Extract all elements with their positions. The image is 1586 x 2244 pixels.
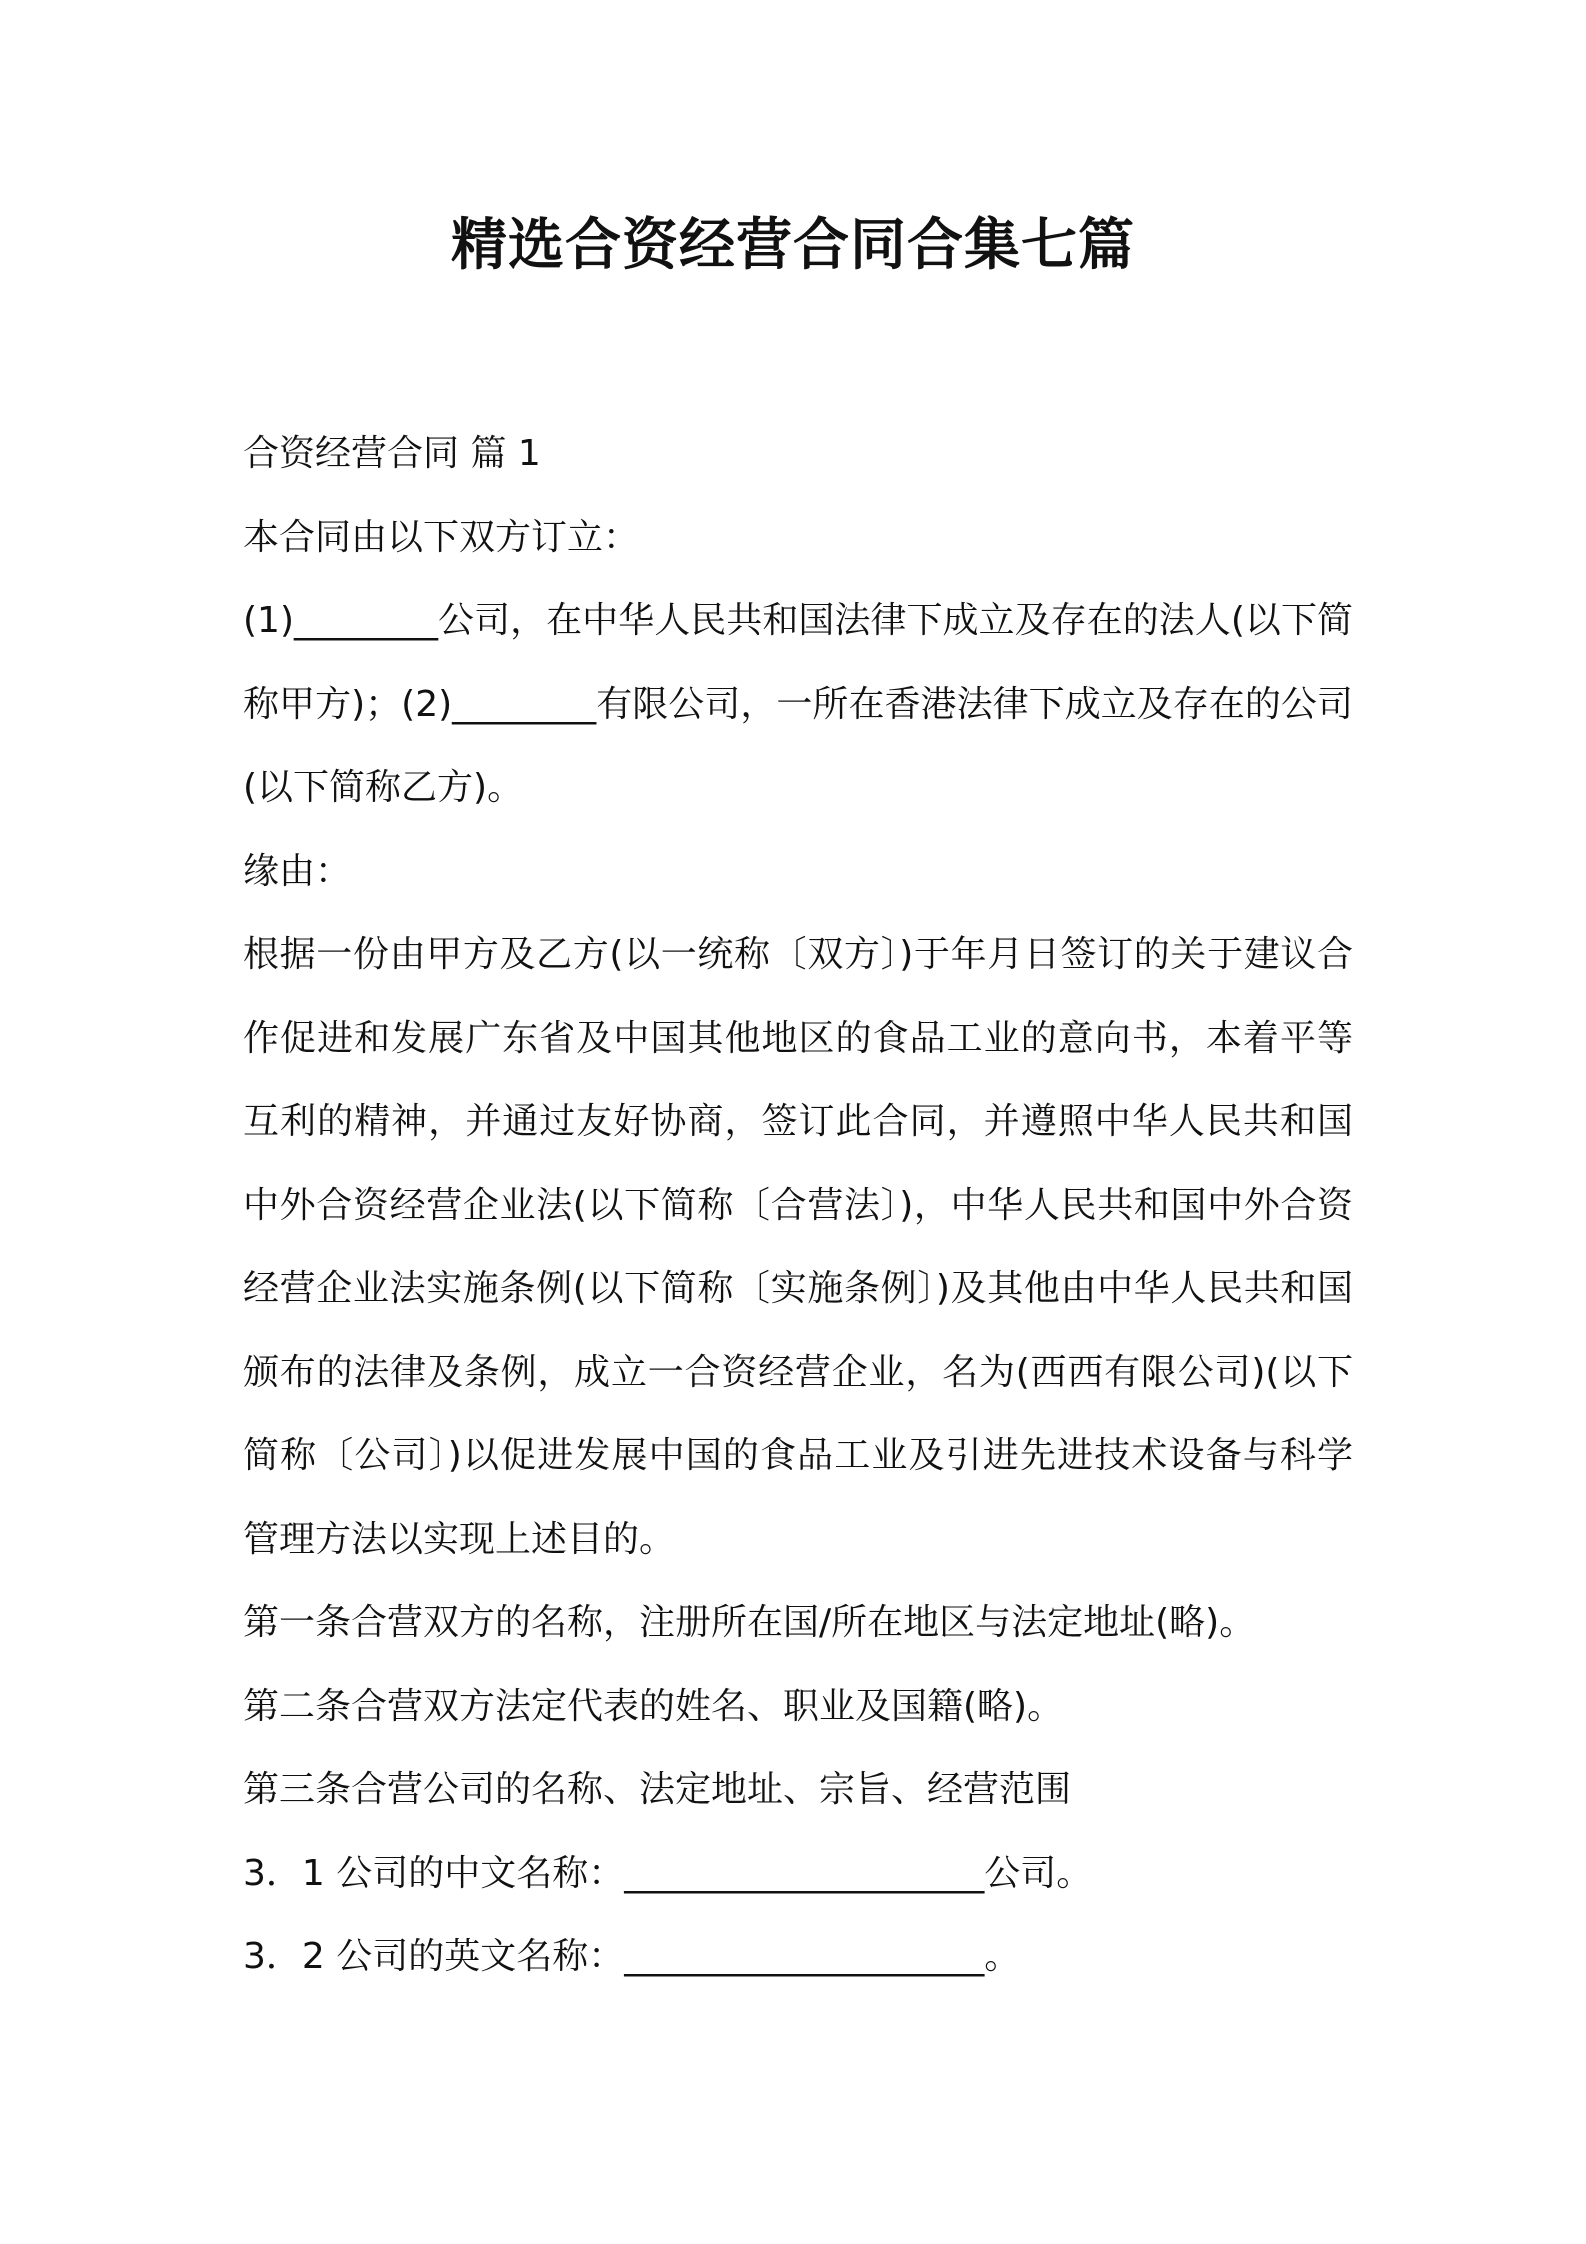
paragraph-parties: (1)________公司，在中华人民共和国法律下成立及存在的法人(以下简称甲方)；(2)________有限公司，一所在香港法律下成立及存在的公司(以下简称乙方)。 bbox=[243, 600, 1353, 808]
article-3: 第三条合营公司的名称、法定地址、宗旨、经营范围 bbox=[243, 1769, 1072, 1810]
clause-3-2: 3．2 公司的英文名称：____________________。 bbox=[243, 1936, 1021, 1977]
section-heading: 合资经营合同 篇 1 bbox=[243, 433, 541, 474]
clause-3-1: 3．1 公司的中文名称：____________________公司。 bbox=[243, 1852, 1093, 1894]
document-body bbox=[243, 412, 1353, 1999]
paragraph-reason-body: 根据一份由甲方及乙方(以一统称〔双方〕)于年月日签订的关于建议合作促进和发展广东省及中国其他地区的食品工业的意向书，本着平等互利的精神，并通过友好协商，签订此合同，并遵照中华人民共和国中外合资经营企业法(以下简称〔合营法〕)，中华人民共和国中外合资经营企业法实施条例(以下简称〔实施条例〕)及其他由中华人民共和国颁布的法律及条例，成立一合资经营企业，名为(西西有限公司)(以下简称〔公司〕)以促进发展中国的食品工业及引进先进技术设备与科学管理方法以实现上述目的。 bbox=[243, 934, 1353, 1560]
article-1: 第一条合营双方的名称，注册所在国/所在地区与法定地址(略)。 bbox=[243, 1602, 1256, 1643]
paragraph-reason-label: 缘由： bbox=[243, 850, 352, 892]
paragraph-intro: 本合同由以下双方订立： bbox=[243, 516, 640, 558]
article-2: 第二条合营双方法定代表的姓名、职业及国籍(略)。 bbox=[243, 1685, 1064, 1727]
document-title: 精选合资经营合同合集七篇 bbox=[451, 213, 1135, 278]
